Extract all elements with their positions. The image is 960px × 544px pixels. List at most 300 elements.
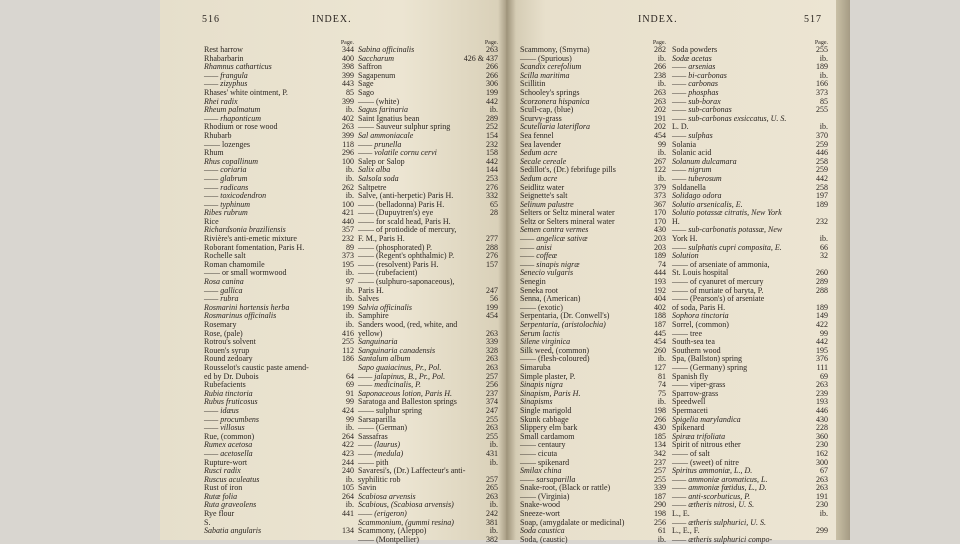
index-term: Rutæ folia bbox=[204, 491, 238, 501]
index-term: H. bbox=[672, 216, 680, 226]
page-ref: 258 bbox=[816, 182, 828, 192]
index-term: Soap, (amygdalate or medicinal) bbox=[520, 517, 625, 527]
index-entry bbox=[672, 209, 828, 218]
index-term: Soda, (caustic) bbox=[520, 534, 568, 544]
index-term: L., E. bbox=[672, 509, 690, 519]
page-ref: ib. bbox=[657, 53, 666, 63]
index-term: Sapo guaiacinus, Pr., Pol. bbox=[358, 362, 442, 372]
page-ref: ib. bbox=[345, 191, 354, 201]
page-ref: 199 bbox=[486, 302, 498, 312]
index-entry bbox=[672, 501, 828, 510]
index-term: Solution bbox=[672, 251, 699, 261]
page-ref: 56 bbox=[490, 294, 498, 304]
page-ref: 328 bbox=[486, 345, 498, 355]
page-ref: 422 bbox=[816, 320, 828, 329]
index-term: —— sub-carbonas exsiccatus, U. S. bbox=[672, 113, 787, 123]
index-term: Rupture-wort bbox=[204, 457, 248, 467]
page-ref: 342 bbox=[654, 448, 666, 458]
index-term: —— rubra bbox=[204, 294, 239, 304]
page-ref: 256 bbox=[486, 380, 498, 390]
left-page-header: INDEX. bbox=[312, 14, 352, 25]
index-term: Sneeze-wort bbox=[520, 509, 560, 519]
index-term: —— medicinalis, P. bbox=[358, 380, 421, 390]
page-ref: 373 bbox=[342, 251, 354, 261]
page-ref: ib. bbox=[345, 320, 354, 329]
page-ref: 263 bbox=[486, 328, 498, 338]
page-ref: 192 bbox=[654, 285, 666, 295]
page-ref: 421 bbox=[342, 208, 354, 218]
page-ref: 197 bbox=[816, 191, 828, 201]
index-term: Sea lavender bbox=[520, 139, 562, 149]
index-term: of soda, Paris H. bbox=[672, 302, 726, 312]
page-ref: 253 bbox=[486, 173, 498, 183]
page-ref: 382 bbox=[486, 534, 498, 544]
page-ref: 105 bbox=[342, 483, 354, 493]
page-ref: 288 bbox=[486, 242, 498, 252]
index-term: —— (German) bbox=[358, 423, 408, 433]
page-ref bbox=[478, 218, 498, 227]
index-term: Seignette's salt bbox=[520, 191, 568, 201]
page-ref: 282 bbox=[654, 45, 666, 54]
page-ref: 195 bbox=[342, 259, 354, 269]
page-ref: 65 bbox=[490, 199, 498, 209]
index-term: —— coriaria bbox=[204, 165, 247, 175]
page-ref: 423 bbox=[342, 448, 354, 458]
index-term: Scammony, (Smyrna) bbox=[520, 45, 590, 54]
index-term: —— (exotic) bbox=[520, 302, 563, 312]
page-ref: 398 bbox=[342, 62, 354, 72]
index-term: —— radicans bbox=[204, 182, 249, 192]
page-ref: 244 bbox=[342, 457, 354, 467]
right-column-1 bbox=[520, 40, 666, 544]
index-term: Skunk cabbage bbox=[520, 414, 569, 424]
page-ref: 443 bbox=[342, 79, 354, 89]
page-ref: 255 bbox=[342, 337, 354, 347]
index-term: Scutellaria lateriflora bbox=[520, 122, 590, 132]
index-term: syphilitic rob bbox=[358, 474, 401, 484]
index-term: South-sea tea bbox=[672, 337, 715, 347]
index-term: Sodæ acetas bbox=[672, 53, 712, 63]
index-term: Spikenard bbox=[672, 423, 705, 433]
index-term: Speedwell bbox=[672, 397, 706, 407]
page-ref: 399 bbox=[342, 70, 354, 80]
left-page-number: 516 bbox=[202, 14, 220, 25]
index-term: —— (phosphorated) P. bbox=[358, 242, 432, 252]
page-ref: 426 & 437 bbox=[463, 53, 498, 63]
page-ref: ib. bbox=[345, 268, 354, 278]
index-entry bbox=[358, 72, 498, 81]
page-ref: 118 bbox=[342, 139, 354, 149]
index-term: —— bi-carbonas bbox=[672, 70, 727, 80]
column-page-label: Page. bbox=[340, 40, 354, 46]
page-ref: 381 bbox=[486, 517, 498, 527]
right-page bbox=[506, 0, 836, 544]
index-term: —— nigrum bbox=[672, 165, 712, 175]
index-term: Serum lactis bbox=[520, 328, 560, 338]
page-ref: ib. bbox=[345, 105, 354, 115]
page-ref: 187 bbox=[654, 320, 666, 329]
page-ref: 256 bbox=[654, 517, 666, 527]
index-term: —— (white) bbox=[358, 96, 400, 106]
index-term: —— (Dupuytren's) eye bbox=[358, 208, 434, 218]
index-term: Rice bbox=[204, 216, 219, 226]
page-ref: 85 bbox=[820, 96, 828, 106]
index-term: —— ammoniæ fœtidus, L., D. bbox=[672, 483, 767, 493]
page-ref: 454 bbox=[654, 337, 666, 347]
page-ref: 230 bbox=[816, 440, 828, 450]
page-ref: 288 bbox=[816, 285, 828, 295]
index-term: Soda powders bbox=[672, 45, 718, 54]
index-term: —— of cyanuret of mercury bbox=[672, 277, 764, 287]
page-ref: ib. bbox=[345, 474, 354, 484]
index-term: Secale cereale bbox=[520, 156, 567, 166]
page-ref: 193 bbox=[816, 397, 828, 407]
page-ref: 170 bbox=[654, 208, 666, 218]
page-ref: 170 bbox=[654, 216, 666, 226]
page-ref: ib. bbox=[657, 354, 666, 364]
index-term: Santalum album bbox=[358, 354, 411, 364]
index-term: yellow) bbox=[358, 328, 383, 338]
index-term: Rhum bbox=[204, 148, 224, 158]
index-term: —— anti-scorbuticus, P. bbox=[672, 491, 751, 501]
page-ref: 111 bbox=[816, 362, 828, 372]
index-term: —— anisi bbox=[520, 242, 552, 252]
page-ref: 247 bbox=[486, 405, 498, 415]
index-term: Sagus farinaria bbox=[358, 105, 409, 115]
page-ref: 61 bbox=[658, 526, 666, 536]
page-ref: 238 bbox=[654, 70, 666, 80]
page-ref: 255 bbox=[486, 431, 498, 441]
page-ref: 189 bbox=[816, 302, 828, 312]
index-term: Solania bbox=[672, 139, 696, 149]
page-ref: 257 bbox=[486, 371, 498, 381]
page-ref: 252 bbox=[486, 122, 498, 132]
page-ref: 442 bbox=[486, 156, 498, 166]
index-term: Rhei radix bbox=[204, 96, 238, 106]
index-term: —— spikenard bbox=[520, 457, 570, 467]
right-page-number: 517 bbox=[804, 14, 822, 25]
page-ref: 193 bbox=[654, 277, 666, 287]
index-term: —— phosphas bbox=[672, 87, 719, 97]
page-ref: 263 bbox=[486, 45, 498, 54]
index-term: Sabatia angularis bbox=[204, 526, 262, 536]
page-ref: 247 bbox=[486, 285, 498, 295]
index-term: Solutio potassæ citratis, New York bbox=[672, 208, 782, 218]
page-ref: 299 bbox=[816, 526, 828, 536]
index-term: —— jalapinus, B., Pr., Pol. bbox=[358, 371, 446, 381]
page-ref: 158 bbox=[486, 148, 498, 158]
index-term: Scandix cerefolium bbox=[520, 62, 582, 72]
page-ref: 99 bbox=[658, 139, 666, 149]
page-ref: ib. bbox=[819, 122, 828, 132]
index-term: Rosmarini hortensis herba bbox=[204, 302, 290, 312]
left-column-2 bbox=[358, 40, 498, 544]
index-term: —— (Pearson's) of arseniate bbox=[672, 294, 765, 304]
page-ref: 189 bbox=[654, 251, 666, 261]
page-ref: 85 bbox=[346, 87, 354, 97]
index-term: Samphire bbox=[358, 311, 389, 321]
index-term: —— volatile cornu cervi bbox=[358, 148, 437, 158]
column-page-label: Page. bbox=[814, 40, 828, 46]
index-term: Serpentaria, (aristolochia) bbox=[520, 320, 606, 329]
page-ref: 99 bbox=[346, 414, 354, 424]
page-ref: 203 bbox=[654, 242, 666, 252]
index-term: Rose, (pale) bbox=[204, 328, 243, 338]
index-term: —— lozenges bbox=[204, 139, 250, 149]
page-ref: 264 bbox=[342, 431, 354, 441]
index-term: Scurvy-grass bbox=[520, 113, 562, 123]
page-ref: 112 bbox=[342, 345, 354, 355]
index-term: —— of muriate of baryta, P. bbox=[672, 285, 764, 295]
index-term: —— procumbens bbox=[204, 414, 260, 424]
index-term: Scillitin bbox=[520, 79, 546, 89]
page-ref: 373 bbox=[654, 191, 666, 201]
page-ref: 198 bbox=[654, 405, 666, 415]
page-ref: 240 bbox=[342, 466, 354, 476]
page-ref: 69 bbox=[346, 380, 354, 390]
index-term: —— (belladonna) Paris H. bbox=[358, 199, 445, 209]
page-ref: 266 bbox=[654, 62, 666, 72]
index-term: —— cicuta bbox=[520, 448, 558, 458]
page-ref: 91 bbox=[346, 388, 354, 398]
index-term: Scorzonera hispanica bbox=[520, 96, 590, 106]
index-entry bbox=[358, 476, 498, 485]
open-book bbox=[160, 0, 850, 544]
index-term: Soda caustica bbox=[520, 526, 565, 536]
page-ref: 255 bbox=[654, 474, 666, 484]
index-term: Rue, (common) bbox=[204, 431, 255, 441]
index-term: Roman chamomile bbox=[204, 259, 265, 269]
page-ref: 332 bbox=[486, 191, 498, 201]
page-ref: 189 bbox=[816, 199, 828, 209]
page-ref: 74 bbox=[658, 380, 666, 390]
index-term: Round zedoary bbox=[204, 354, 253, 364]
page-ref: 199 bbox=[342, 302, 354, 312]
page-ref: 66 bbox=[820, 242, 828, 252]
index-term: —— sub-borax bbox=[672, 96, 721, 106]
page-ref: 289 bbox=[816, 277, 828, 287]
page-ref: 289 bbox=[486, 113, 498, 123]
index-term: Sanguinaria canadensis bbox=[358, 345, 436, 355]
right-page-header: INDEX. bbox=[638, 14, 678, 25]
index-term: —— typhinum bbox=[204, 199, 250, 209]
index-term: Solanic acid bbox=[672, 148, 712, 158]
index-term: Rhus copallinum bbox=[204, 156, 258, 166]
page-ref: 374 bbox=[486, 397, 498, 407]
page-ref: 260 bbox=[654, 345, 666, 355]
index-term: —— for scald head, Paris H. bbox=[358, 216, 451, 226]
index-term: Spigelia marylandica bbox=[672, 414, 741, 424]
page-ref: 259 bbox=[816, 139, 828, 149]
page-ref: ib. bbox=[345, 311, 354, 321]
book-gutter bbox=[498, 0, 516, 540]
index-term: Salves bbox=[358, 294, 379, 304]
index-term: —— toxicodendron bbox=[204, 191, 267, 201]
index-term: Sago bbox=[358, 87, 374, 97]
page-ref: 242 bbox=[486, 509, 498, 519]
page-ref: 100 bbox=[342, 156, 354, 166]
page-ref: 344 bbox=[342, 45, 354, 54]
index-term: Rosa canina bbox=[204, 277, 244, 287]
page-ref: 276 bbox=[486, 251, 498, 261]
index-term: —— pith bbox=[358, 457, 389, 467]
page-ref: 230 bbox=[816, 500, 828, 510]
index-term: —— sub-carbonas bbox=[672, 105, 732, 115]
page-ref: 64 bbox=[346, 371, 354, 381]
page-ref: 444 bbox=[654, 268, 666, 278]
index-term: Richardsonia braziliensis bbox=[204, 225, 286, 235]
index-term: Small cardamom bbox=[520, 431, 575, 441]
page-ref: 431 bbox=[486, 448, 498, 458]
index-term: Selinum palustre bbox=[520, 199, 574, 209]
index-term: —— (Montpellier) bbox=[358, 534, 420, 544]
page-ref: 237 bbox=[486, 388, 498, 398]
index-term: —— gallica bbox=[204, 285, 243, 295]
index-term: Sparrow-grass bbox=[672, 388, 719, 398]
index-term: Rubefacients bbox=[204, 380, 246, 390]
page-ref: 188 bbox=[654, 311, 666, 321]
page-ref: 257 bbox=[654, 466, 666, 476]
index-term: Sea fennel bbox=[520, 130, 554, 140]
page-ref: 446 bbox=[816, 148, 828, 158]
index-term: Rye flour bbox=[204, 509, 235, 519]
page-ref: 442 bbox=[816, 173, 828, 183]
page-ref: 89 bbox=[346, 242, 354, 252]
page-ref: ib. bbox=[345, 165, 354, 175]
index-term: —— (sulphuro-saponaceous), bbox=[358, 277, 455, 287]
page-ref bbox=[808, 536, 828, 544]
index-term: —— zizyphus bbox=[204, 79, 248, 89]
page-ref: 202 bbox=[654, 105, 666, 115]
index-term: Seneka root bbox=[520, 285, 558, 295]
index-term: Rest harrow bbox=[204, 45, 243, 54]
index-term: Rhases' white ointment, P. bbox=[204, 87, 288, 97]
index-term: —— of arseniate of ammonia, bbox=[672, 259, 770, 269]
page-ref: 74 bbox=[658, 259, 666, 269]
page-ref: 373 bbox=[816, 87, 828, 97]
page-ref: 232 bbox=[342, 234, 354, 244]
index-term: Seltz or Selters mineral water bbox=[520, 216, 615, 226]
index-term: Rochelle salt bbox=[204, 251, 246, 261]
page-ref: 300 bbox=[816, 457, 828, 467]
index-entry bbox=[204, 510, 354, 519]
index-term: Sagapenum bbox=[358, 70, 396, 80]
index-term: Salix alba bbox=[358, 165, 391, 175]
page-ref: 266 bbox=[486, 70, 498, 80]
index-term: Rhodium or rose wood bbox=[204, 122, 278, 132]
page-ref: 199 bbox=[486, 87, 498, 97]
index-term: Senna, (American) bbox=[520, 294, 581, 304]
index-term: Rusci radix bbox=[204, 466, 241, 476]
page-ref bbox=[478, 269, 498, 278]
index-term: Rheum palmatum bbox=[204, 105, 261, 115]
page-ref: 232 bbox=[816, 216, 828, 226]
index-term: —— prunella bbox=[358, 139, 402, 149]
index-term: Sal ammoniacale bbox=[358, 130, 414, 140]
page-ref: 430 bbox=[654, 423, 666, 433]
index-term: Rotrou's solvent bbox=[204, 337, 256, 347]
page-ref: ib. bbox=[657, 397, 666, 407]
page-ref: 416 bbox=[342, 328, 354, 338]
index-term: Rosmarinus officinalis bbox=[204, 311, 277, 321]
index-term: Spiritus ammoniæ, L., D. bbox=[672, 466, 753, 476]
index-entry bbox=[204, 209, 354, 218]
index-term: Saltpetre bbox=[358, 182, 387, 192]
page-ref: 154 bbox=[486, 130, 498, 140]
index-term: —— of protiodide of mercury, bbox=[358, 225, 457, 235]
index-term: Rousselot's caustic paste amend- bbox=[204, 362, 309, 372]
index-term: F. M., Paris H. bbox=[358, 234, 405, 244]
index-term: Smilax china bbox=[520, 466, 562, 476]
page-ref: 100 bbox=[342, 199, 354, 209]
page-ref: 454 bbox=[654, 130, 666, 140]
index-term: —— angelicæ sativæ bbox=[520, 234, 588, 244]
page-ref: 149 bbox=[816, 311, 828, 321]
index-term: Rhabarbarin bbox=[204, 53, 244, 63]
page-ref: ib. bbox=[489, 440, 498, 450]
page-ref: 306 bbox=[486, 79, 498, 89]
page-ref: 265 bbox=[486, 483, 498, 493]
index-term: S. bbox=[204, 517, 211, 527]
page-ref: 422 bbox=[342, 440, 354, 450]
index-term: —— ætheris sulphurici compo- bbox=[672, 534, 773, 544]
page-ref: 144 bbox=[486, 165, 498, 175]
index-term: Scabiosa arvensis bbox=[358, 491, 416, 501]
page-ref: 263 bbox=[816, 380, 828, 390]
index-term: Sassafras bbox=[358, 431, 388, 441]
page-ref: 440 bbox=[342, 216, 354, 226]
index-term: Rubus fruticosus bbox=[204, 397, 258, 407]
page-ref: ib. bbox=[657, 534, 666, 544]
index-term: —— arsenias bbox=[672, 62, 716, 72]
index-term: —— sub-carbonatis potassæ, New bbox=[672, 225, 783, 235]
page-ref: 122 bbox=[654, 165, 666, 175]
page-ref: 442 bbox=[486, 96, 498, 106]
page-ref: 399 bbox=[342, 130, 354, 140]
page-ref: 186 bbox=[342, 354, 354, 364]
page-ref: 277 bbox=[486, 234, 498, 244]
page-ref: 430 bbox=[654, 225, 666, 235]
page-ref: 357 bbox=[342, 225, 354, 235]
index-entry bbox=[672, 536, 828, 544]
index-term: Saccharum bbox=[358, 53, 394, 63]
index-term: —— (resolvent) Paris H. bbox=[358, 259, 439, 269]
index-term: Silk weed, (common) bbox=[520, 345, 590, 355]
index-term: —— rhaponticum bbox=[204, 113, 261, 123]
page-ref: 370 bbox=[816, 130, 828, 140]
index-term: —— sulphas bbox=[672, 130, 713, 140]
index-term: —— carbonas bbox=[672, 79, 719, 89]
index-term: Solidago odora bbox=[672, 191, 722, 201]
index-term: Sanders wood, (red, white, and bbox=[358, 320, 458, 329]
index-term: Roborant fomentation, Paris H. bbox=[204, 242, 305, 252]
page-ref: ib. bbox=[819, 509, 828, 519]
page-ref: ib. bbox=[657, 148, 666, 158]
index-term: Salep or Salop bbox=[358, 156, 405, 166]
index-term: Sinapisms bbox=[520, 397, 553, 407]
page-ref: 69 bbox=[820, 371, 828, 381]
index-term: Sorrel, (common) bbox=[672, 320, 729, 329]
page-ref: 157 bbox=[486, 259, 498, 269]
index-term: Saffron bbox=[358, 62, 382, 72]
index-term: Senecio vulgaris bbox=[520, 268, 574, 278]
index-term: —— (Virginia) bbox=[520, 491, 570, 501]
index-term: —— centaury bbox=[520, 440, 566, 450]
index-term: Sanguinaria bbox=[358, 337, 398, 347]
index-term: Spirit of nitrous ether bbox=[672, 440, 741, 450]
index-term: —— tree bbox=[672, 328, 702, 338]
index-term: —— of salt bbox=[672, 448, 710, 458]
